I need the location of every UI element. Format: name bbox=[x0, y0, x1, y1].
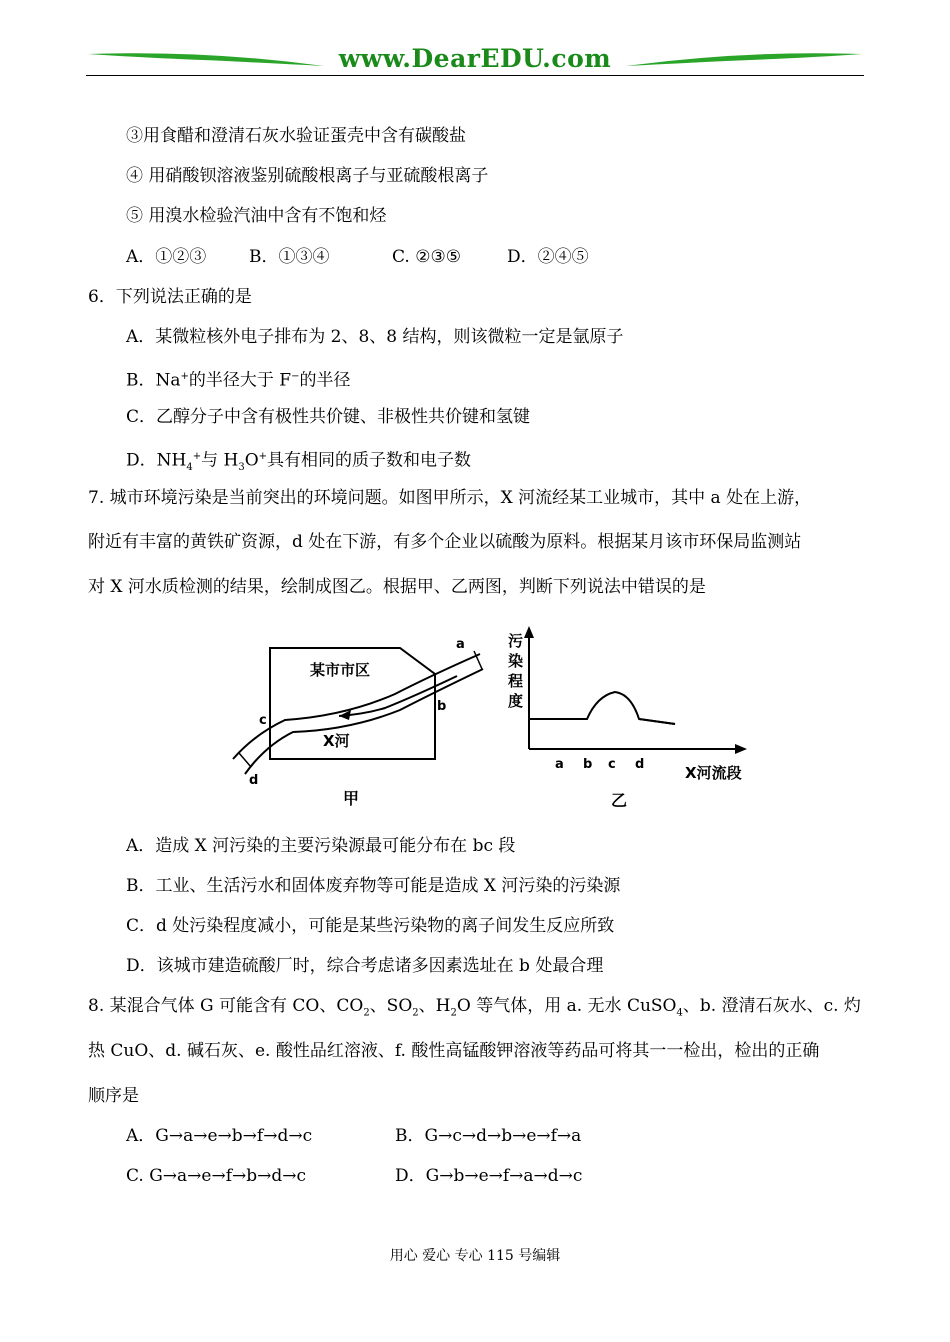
q5-item-4: ④ 用硝酸钡溶液鉴别硫酸根离子与亚硫酸根离子 bbox=[126, 166, 489, 186]
pollution-curve-tail-1 bbox=[639, 719, 675, 724]
x-tick-a: a bbox=[555, 757, 564, 772]
figure-yi bbox=[508, 626, 747, 810]
q5-option-b: B．①③④ bbox=[249, 247, 330, 267]
q8-stem-line2: 热 CuO、d. 碱石灰、e. 酸性品红溶液、f. 酸性高锰酸钾溶液等药品可将其一一检出，检出的正确 bbox=[88, 1041, 820, 1061]
point-c-label: c bbox=[259, 713, 267, 728]
q8-option-a: A．G→a→e→b→f→d→c bbox=[126, 1126, 313, 1146]
q8-option-c: C. G→a→e→f→b→d→c bbox=[126, 1166, 307, 1186]
q7-figure-svg bbox=[225, 624, 755, 814]
q6-option-c: C．乙醇分子中含有极性共价键、非极性共价键和氢键 bbox=[126, 407, 531, 427]
pollution-curve bbox=[529, 692, 675, 724]
page-header bbox=[86, 44, 864, 80]
q7-option-c: C．d 处污染程度减小，可能是某些污染物的离子间发生反应所致 bbox=[126, 916, 615, 936]
q7-option-b: B．工业、生活污水和固体废弃物等可能是造成 X 河污染的污染源 bbox=[126, 876, 621, 896]
q5-option-a: A．①②③ bbox=[126, 247, 207, 267]
q7-stem-line1: 7. 城市环境污染是当前突出的环境问题。如图甲所示，X 河流经某工业城市，其中 a 处在上游， bbox=[88, 488, 812, 508]
figure-jia bbox=[233, 637, 483, 808]
q5-item-3: ③用食醋和澄清石灰水验证蛋壳中含有碳酸盐 bbox=[126, 126, 466, 146]
river-label: X河 bbox=[323, 732, 350, 750]
q6-option-d: D．$NH_4^+$与 $H_3O^+$具有相同的质子数和电子数 bbox=[126, 450, 472, 474]
page-footer: 用心 爱心 专心 115 号编辑 bbox=[389, 1248, 561, 1264]
q8-option-b: B．G→c→d→b→e→f→a bbox=[395, 1126, 582, 1146]
q6-option-b: B．Na+的半径大于 F−的半径 bbox=[126, 370, 351, 391]
figure-jia-caption: 甲 bbox=[343, 789, 360, 808]
q6-option-a: A．某微粒核外电子排布为 2、8、8 结构，则该微粒一定是氩原子 bbox=[126, 327, 624, 347]
x-tick-c: c bbox=[608, 757, 616, 772]
q8-option-d: D．G→b→e→f→a→d→c bbox=[395, 1166, 583, 1186]
q7-stem-line2: 附近有丰富的黄铁矿资源，d 处在下游，有多个企业以硫酸为原料。根据某月该市环保局监测站 bbox=[88, 532, 802, 552]
q6-stem: 6．下列说法正确的是 bbox=[88, 287, 252, 307]
figure-yi-caption: 乙 bbox=[611, 791, 628, 810]
q7-option-d: D．该城市建造硫酸厂时，综合考虑诸多因素选址在 b 处最合理 bbox=[126, 956, 604, 976]
header-rule bbox=[86, 75, 864, 76]
q5-item-5: ⑤ 用溴水检验汽油中含有不饱和烃 bbox=[126, 206, 387, 226]
q5-option-d: D．②④⑤ bbox=[507, 247, 589, 267]
q5-option-c: C. ②③⑤ bbox=[392, 247, 461, 267]
q7-option-a: A．造成 X 河污染的主要污染源最可能分布在 bc 段 bbox=[126, 836, 516, 856]
point-a-label: a bbox=[456, 637, 465, 652]
ylabel-char-2: 染 bbox=[508, 652, 524, 670]
y-axis-arrowhead bbox=[524, 626, 534, 638]
x-axis-label: X河流段 bbox=[685, 764, 742, 782]
ylabel-char-4: 度 bbox=[508, 692, 524, 710]
x-tick-b: b bbox=[583, 757, 593, 772]
ylabel-char-3: 程 bbox=[508, 672, 524, 690]
district-label: 某市市区 bbox=[310, 661, 371, 679]
site-logo-text: www.DearEDU.com bbox=[338, 44, 612, 73]
tick-d bbox=[239, 753, 251, 767]
q7-figure bbox=[225, 624, 755, 814]
q7-stem-line3: 对 X 河水质检测的结果，绘制成图乙。根据甲、乙两图，判断下列说法中错误的是 bbox=[88, 577, 706, 597]
x-tick-d: d bbox=[635, 757, 645, 772]
point-d-label: d bbox=[249, 773, 259, 788]
q8-stem-line3: 顺序是 bbox=[88, 1086, 139, 1106]
ylabel-char-1: 污 bbox=[508, 632, 524, 650]
q8-stem-line1: 8. 某混合气体 G 可能含有 CO、$CO_2$、$SO_2$、$H_2O$ 等气体，用 a. 无水 CuSO$_4$、b. 澄清石灰水、c. 灼 bbox=[88, 996, 861, 1019]
tick-a bbox=[474, 651, 482, 669]
point-b-label: b bbox=[437, 699, 447, 714]
x-axis-arrowhead bbox=[735, 744, 747, 754]
